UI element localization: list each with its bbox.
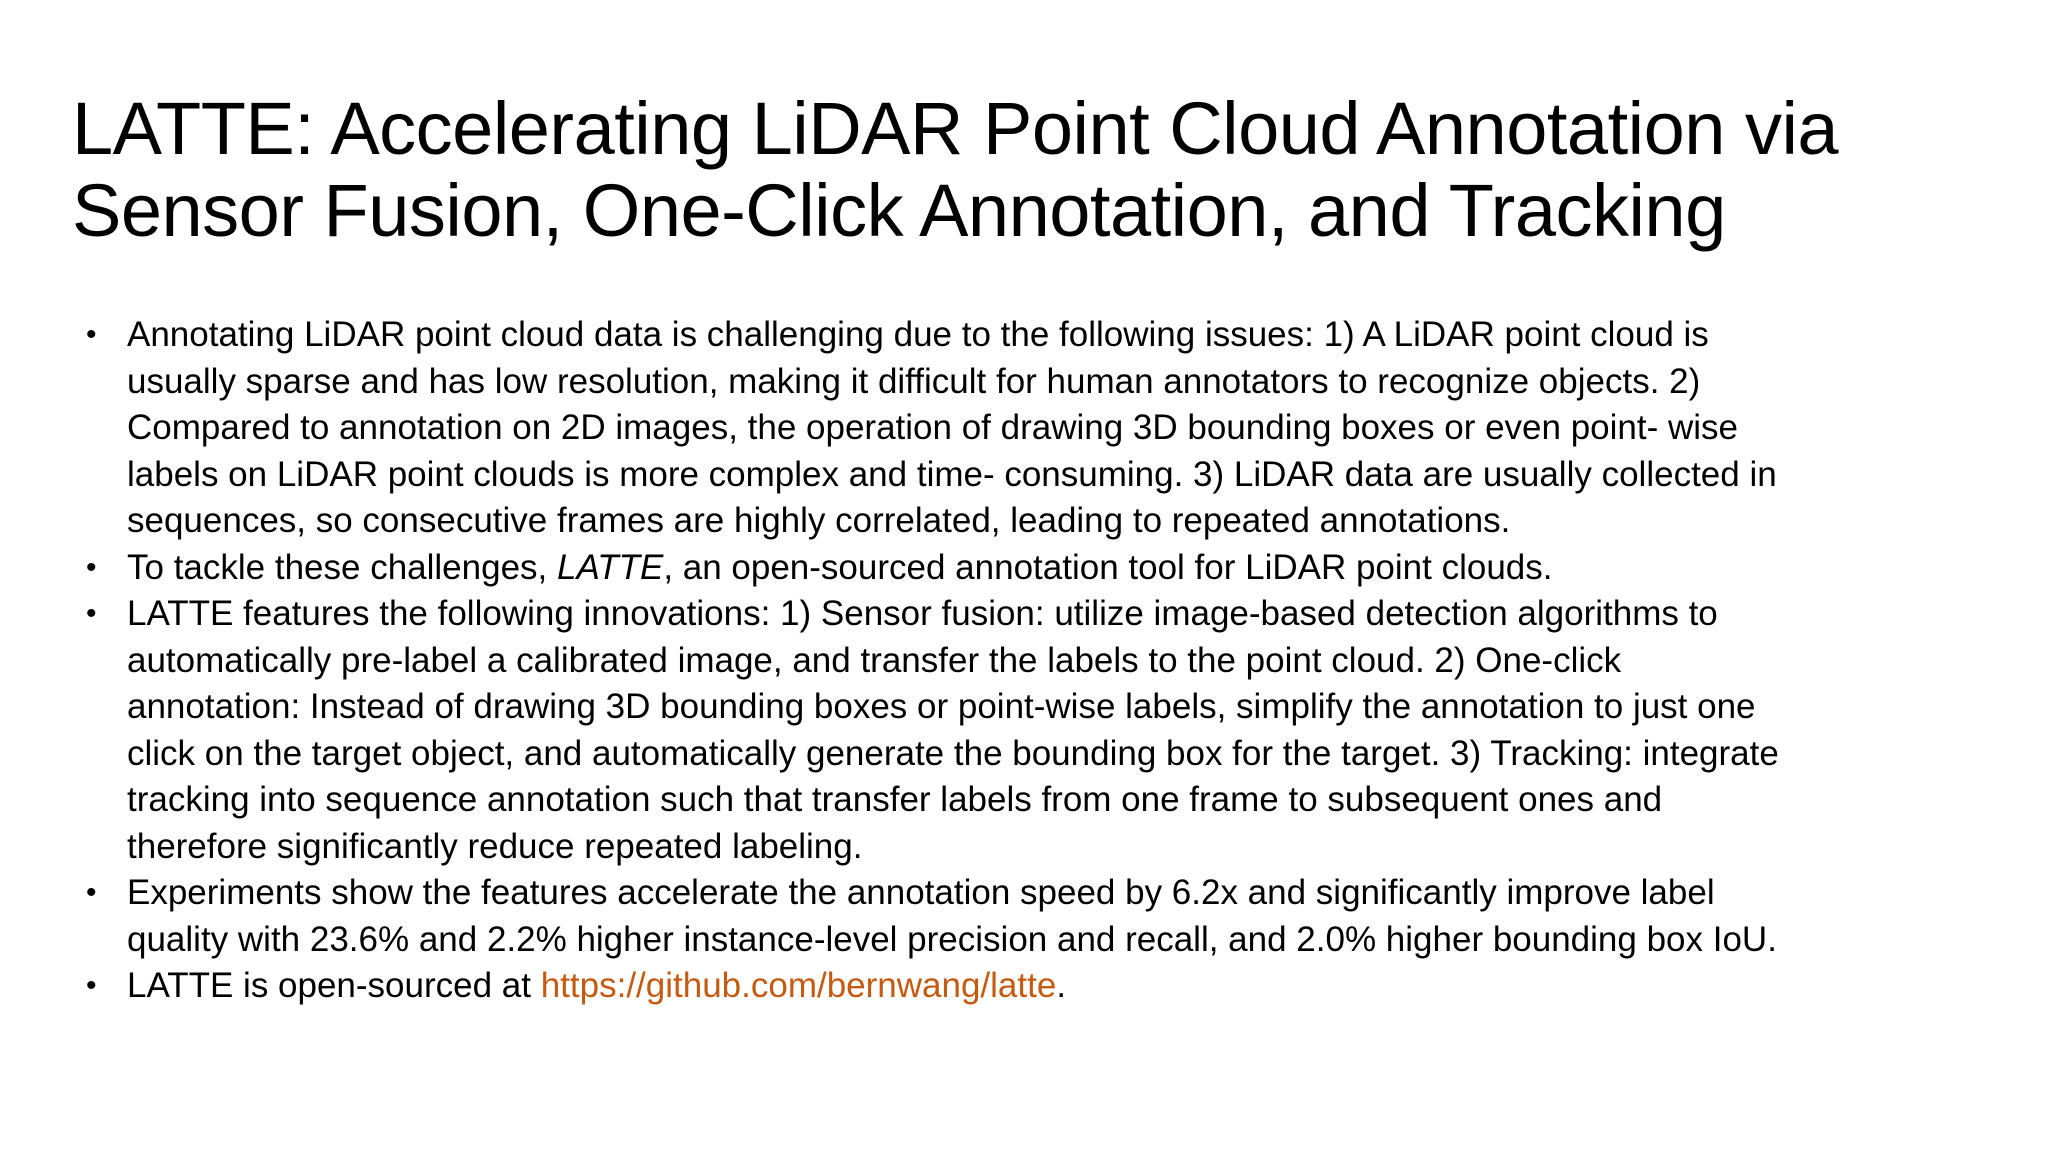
bullet-text-line: usually sparse and has low resolution, making it difficult for human annotators to recognize objects. 2) bbox=[127, 361, 1701, 401]
github-repo-link[interactable]: https://github.com/bernwang/latte bbox=[540, 966, 1057, 1005]
bullet-text-prefix: LATTE is open-sourced at bbox=[127, 966, 541, 1005]
bullet-solution bbox=[86, 545, 1966, 592]
bullet-text-line: therefore significantly reduce repeated labeling. bbox=[127, 826, 863, 866]
bullet-text-suffix: . bbox=[1056, 966, 1067, 1005]
bullet-text-line: Experiments show the features accelerate the annotation speed by 6.2x and significantly improve label bbox=[127, 873, 1715, 912]
bullet-experiments bbox=[86, 870, 1966, 963]
bullet-challenges bbox=[86, 312, 1966, 545]
bullet-dot-icon: • bbox=[86, 318, 97, 351]
bullet-text-line: click on the target object, and automatically generate the bounding box for the target. 3) Tracking: integrate bbox=[127, 733, 1779, 773]
bullet-text-line: Compared to annotation on 2D images, the operation of drawing 3D bounding boxes or even point- wise bbox=[127, 408, 1739, 447]
bullet-dot-icon: • bbox=[86, 550, 97, 584]
bullet-text-line: sequences, so consecutive frames are highly correlated, leading to repeated annotations. bbox=[127, 501, 1511, 540]
bullet-list bbox=[86, 312, 1966, 1010]
bullet-text-line bbox=[127, 963, 1966, 1010]
bullet-text-line: automatically pre-label a calibrated image, and transfer the labels to the point cloud. 2) One-click bbox=[127, 640, 1622, 680]
bullet-open-source bbox=[86, 963, 1966, 1010]
bullet-text-line: labels on LiDAR point clouds is more complex and time- consuming. 3) LiDAR data are usually collected in bbox=[127, 454, 1777, 494]
bullet-text-line: tracking into sequence annotation such that transfer labels from one frame to subsequent ones and bbox=[127, 780, 1663, 819]
bullet-text-line: quality with 23.6% and 2.2% higher instance-level precision and recall, and 2.0% higher bounding box IoU. bbox=[127, 919, 1777, 959]
title-line: Sensor Fusion, One-Click Annotation, and Tracking bbox=[72, 169, 1726, 252]
tool-name-emphasis: LATTE bbox=[556, 547, 664, 587]
bullet-text-line: annotation: Instead of drawing 3D bounding boxes or point-wise labels, simplify the annotation to just one bbox=[127, 687, 1756, 726]
title-line: LATTE: Accelerating LiDAR Point Cloud Annotation via bbox=[72, 87, 1839, 170]
bullet-text-suffix: , an open-sourced annotation tool for LiDAR point clouds. bbox=[663, 547, 1553, 587]
bullet-text-line: LATTE features the following innovations: 1) Sensor fusion: utilize image-based detection algorithms to bbox=[127, 594, 1718, 633]
slide-title bbox=[72, 88, 1972, 252]
bullet-text-line bbox=[127, 545, 1966, 592]
bullet-text-prefix: To tackle these challenges, bbox=[127, 547, 557, 587]
bullet-dot-icon: • bbox=[86, 876, 97, 909]
bullet-text-line: Annotating LiDAR point cloud data is challenging due to the following issues: 1) A LiDAR point cloud is bbox=[127, 315, 1709, 354]
bullet-dot-icon: • bbox=[86, 969, 97, 1002]
bullet-innovations bbox=[86, 591, 1966, 870]
bullet-dot-icon: • bbox=[86, 597, 97, 630]
